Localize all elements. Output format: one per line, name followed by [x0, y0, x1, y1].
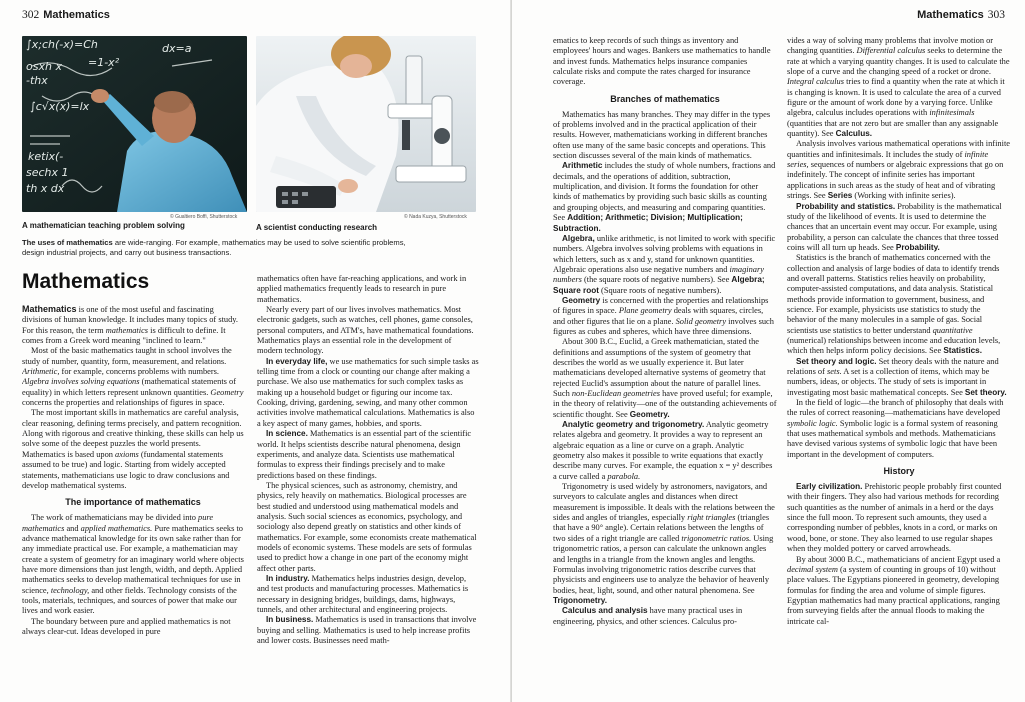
col3-paragraph	[553, 337, 777, 420]
col3-runin: Arithmetic	[562, 161, 603, 171]
col3-term: non-Euclidean geometries	[571, 389, 660, 398]
right-folio	[913, 9, 1005, 21]
col3-term: Solid geometry	[675, 316, 727, 326]
col3-runin: Geometry	[562, 295, 601, 305]
col2-text: we use mathematics for such simple tasks as telling time from a clock or counting our change after making a purchase. We also use mathematics for such complex tasks as making up a household budget or figuring our income tax. Cooking, driving, gardening, sewing, and many other common activities involve mathematical calculations. Mathematics is also a key aspect of many games, hobbies, and sports.	[257, 356, 479, 428]
col1-text: The work of mathematicians may be divided into	[31, 513, 198, 523]
col1-text: Pure mathematics seeks to advance mathematical knowledge for its own sake rather than for any immediate practical use. For example, a mathematician may create a system of geometry for an imaginary world where objects have more dimensions than just length, width, and depth. Applied mathematics seeks to develop mathematical techniques for use in science,	[22, 523, 244, 595]
col4-text: A set is a collection of items, which may be numbers, ideas, or objects. The study of sets is important in investigating most basic mathematical concepts. See	[787, 367, 990, 397]
col2-runin: In business.	[266, 615, 314, 625]
col4-term: Integral calculus	[787, 77, 844, 87]
left-folio	[22, 9, 114, 21]
col4-term: sets.	[827, 367, 842, 376]
col4-paragraph	[787, 139, 1011, 201]
col3-text: have many practical uses in engineering, physics, and other sciences. Calculus pro-	[553, 606, 743, 626]
col4-text: (numerical) relationships between income and education levels, which then helps inform policy decisions. See	[787, 335, 1001, 356]
col1-term: Arithmetic,	[22, 367, 60, 377]
col2-text: Mathematics is an essential part of the scientific world. It helps scientists describe natural phenomena, design experiments, and analyze data. Scientists use mathematical formulas to express their findings precisely and to make predictions based on these findings.	[257, 429, 472, 480]
col1-term: applied mathematics.	[80, 523, 153, 533]
col3-paragraph: Mathematics has many branches. They may differ in the types of problems involved and in the practical application of their results. However, mathematicians working in different branches often use many of the same basic concepts and operations. This section discusses several of the main kinds of mathematics.	[553, 109, 771, 161]
col1-text: for example, concerns problems with numbers.	[59, 367, 219, 377]
col4-crossref: Probability.	[895, 242, 940, 252]
col3-runin: Algebra,	[562, 233, 595, 243]
col4-text: Analysis involves various mathematical operations with infinite quantities and infinitesimals. It includes the study of	[787, 139, 1010, 159]
left-page	[0, 0, 512, 702]
column-2	[257, 274, 479, 699]
col2-paragraph	[257, 357, 479, 429]
col4-crossref: Set theory.	[964, 387, 1007, 397]
photo2-caption: A scientist conducting research	[256, 223, 378, 232]
photo-mathematician	[22, 36, 247, 212]
entry-title: Mathematics	[22, 270, 150, 293]
col4-runin: Set theory and logic.	[796, 356, 877, 366]
col3-text: involves such figures as cubes and spheres, which have three dimensions.	[553, 316, 774, 336]
column-4	[787, 36, 1011, 699]
col1-text: and	[64, 523, 81, 533]
column-1	[22, 304, 244, 699]
col1-paragraph	[22, 346, 244, 408]
col3-paragraph: ematics to keep records of such things as inventory and employees' hours and wages. Bankers use mathematics to handle and invest funds. Mathematics helps insurance companies calculate risks and compute the rates charged for insurance coverage.	[553, 36, 771, 87]
col4-text: (Working with infinite series).	[852, 191, 956, 201]
col3-crossref: Algebra; Square root	[553, 275, 765, 295]
col4-term: quantitative	[932, 325, 973, 335]
figure-overview-caption	[22, 238, 422, 257]
col4-term: infinitesimals	[929, 108, 975, 118]
col3-term: Plane geometry	[618, 306, 672, 316]
col4-text: tries to find a quantity when the rate at which it is changing is known. It is used to calculate the area of a curved figure or the amount of work done by a varying force. Unlike algebra, calculus includes operations with	[787, 77, 1005, 118]
col3-crossref: Addition; Arithmetic; Division; Multiplication; Subtraction.	[553, 213, 743, 233]
board-formula-7: sechx 1	[26, 166, 69, 179]
col4-runin: Probability and statistics.	[796, 201, 896, 211]
col3-paragraph	[553, 234, 777, 296]
col1-paragraph: The boundary between pure and applied mathematics is not always clear-cut. Ideas developed in pure	[22, 616, 231, 636]
heading-history: History	[883, 466, 915, 477]
col2-paragraph	[257, 429, 479, 481]
col2-paragraph: Nearly every part of our lives involves mathematics. Most electronic gadgets, such as watches, cell phones, game consoles, personal computers, and ATM's, have mathematical foundations. Mathematics plays an essential role in the development of modern technology.	[257, 305, 474, 356]
col1-term: Algebra involves solving equations	[22, 377, 140, 387]
col1-text: Most of the basic mathematics taught in school involves the study of number, quantity, form, measurement, and relations.	[22, 346, 232, 366]
col4-text: Probability is the mathematical study of the likelihood of events. It is used to determine the chances that an uncertain event may occur. For example, using probability, a person can calculate the chances that three tossed coins will all turn up heads. See	[787, 201, 1002, 252]
col3-paragraph	[553, 606, 777, 627]
right-page-number: 303	[987, 9, 1005, 21]
photo2-credit: © Nada Kuzya, Shutterstock	[404, 214, 467, 220]
left-running-head: Mathematics	[43, 9, 110, 21]
left-page-number: 302	[22, 9, 40, 21]
col3-term: imaginary numbers	[553, 264, 764, 285]
col3-text: (the square roots of negative numbers). See	[581, 275, 732, 285]
col4-paragraph	[787, 482, 1011, 554]
col2-runin: In everyday life,	[266, 356, 328, 366]
col4-text: (a system of counting in groups of 10) without place values. The Egyptians pioneered in geometry, developing formulas for finding the area and volume of simple figures. Egyptian mathematics had many practical applications, ranging from surveying fields after the annual floods to making the intricate cal-	[787, 564, 1000, 626]
col4-text: By about 3000 B.C., mathematicians of ancient Egypt used a	[796, 554, 1001, 564]
overview-text: are wide-ranging. For example, mathematics may be used to solve scientific problems, design industrial projects, and carry out business transactions.	[22, 238, 406, 257]
col1-text: and other fields. Technology consists of the tools, materials, techniques, and sources of power that make our lives and work easier.	[22, 585, 237, 616]
board-formula-2: osxh x	[26, 60, 62, 73]
col4-text: Statistics is the branch of mathematics concerned with the collection and analysis of large bodies of data to identify trends and overall patterns. Statistics relies heavily on probability, computer-assisted computations, and data analysis. Statistical methods provide information to government, business, and science. For example, physicists use statistics to study the behavior of the many molecules in a sample of gas. Social scientists use statistics to better understand	[787, 253, 1000, 335]
col4-term: infinite series,	[787, 149, 989, 170]
col4-text: seeks to determine the rate at which a varying quantity changes. It is used to calculate the slope of a curve and the changing speed of a rocket or drone.	[787, 46, 1010, 77]
col3-text: Trigonometry is used widely by astronomers, navigators, and surveyors to calculate angles and distances when direct measurement is impossible. It deals with the relations between the sides and angles of triangles, especially	[553, 482, 775, 523]
heading-importance: The importance of mathematics	[65, 497, 201, 508]
col1-text: (mathematical statements of equality) in which letters represent unknown quantities.	[22, 377, 236, 397]
col1-lead-term: Mathematics	[22, 304, 77, 314]
col1-paragraph	[22, 304, 244, 346]
col3-crossref: Geometry.	[629, 409, 670, 419]
col1-text: (fundamental statements assumed to be true) and logic. Starting from widely accepted statements, mathematicians use logic to draw conclusions and develop mathematical systems.	[22, 449, 230, 490]
microscope-illustration	[256, 36, 476, 212]
col4-term: symbolic logic.	[787, 418, 838, 428]
col3-text: is concerned with the properties and relationships of figures in space.	[553, 295, 769, 316]
col2-paragraph	[257, 615, 479, 646]
col1-term: axioms	[115, 449, 139, 459]
col3-text: About 300 B.C., Euclid, a Greek mathematician, stated the definitions and assumptions of the system of geometry that describes the world as we usually experience it. But later mathematicians developed alternative systems of geometry that rejected Euclid's assumption about the nature of parallel lines. Such	[553, 337, 766, 398]
col4-term: Differential calculus	[856, 46, 926, 56]
col3-term: right triangles	[687, 513, 736, 523]
col1-term: Geometry	[210, 387, 244, 397]
col2-text: Mathematics helps industries design, develop, and test products and manufacturing processes. Mathematics is necessary in designing bridges, buildings, dams, highways, tunnels, and other architectural and engineering projects.	[257, 573, 469, 614]
col4-text: In the field of logic—the branch of philosophy that deals with the rules of correct reasoning—mathematicians have developed	[787, 398, 1004, 418]
col4-crossref: Calculus.	[835, 129, 873, 139]
heading-branches: Branches of mathematics	[610, 93, 720, 104]
col3-text: deals with squares, circles, and other figures that lie on a plane.	[553, 306, 764, 326]
col1-paragraph	[22, 408, 244, 491]
col3-paragraph	[553, 161, 777, 233]
col4-paragraph	[787, 555, 1011, 627]
col4-runin: Early civilization.	[796, 482, 863, 492]
col2-paragraph	[257, 574, 479, 615]
col4-paragraph	[787, 357, 1011, 398]
right-running-head: Mathematics	[917, 9, 984, 21]
col3-term: trigonometric ratios.	[681, 533, 752, 543]
col4-text: (quantities that are not zero but are smaller than any assignable quantity). See	[787, 118, 999, 139]
col3-text: Using trigonometric ratios, a person can calculate the unknown angles and lengths in a triangle from the known angles and lengths. Formulas involving trigonometric ratios describe curves that physicists and engineers use to analyze the behavior of heavenly bodies, heat, light, sound, and other natural phenomena. See	[553, 533, 774, 595]
col4-text: Set theory deals with the nature and relations of	[787, 356, 999, 376]
col1-term: pure mathematics	[22, 513, 214, 533]
col4-crossref: Statistics.	[943, 346, 982, 356]
col1-text: is one of the most useful and fascinating divisions of human knowledge. It includes many topics of study. For this reason, the term	[22, 305, 239, 335]
col4-text: vides a way of solving many problems that involve motion or changing quantities.	[787, 36, 994, 56]
col3-crossref: Trigonometry.	[553, 595, 607, 605]
overview-lead: The uses of mathematics	[22, 238, 113, 247]
col3-paragraph	[553, 296, 777, 337]
col4-text: sequences of numbers or algebraic expressions that go on indefinitely. The concept of infinite series has important applications in such areas as the study of heat and of vibrating strings. See	[787, 160, 1004, 201]
col4-paragraph	[787, 253, 1011, 356]
col3-text: (Square roots of negative numbers).	[598, 285, 722, 295]
photo-scientist	[256, 36, 476, 212]
col3-paragraph	[553, 482, 777, 606]
col2-runin: In science.	[266, 429, 308, 439]
photo1-caption: A mathematician teaching problem solving	[22, 221, 185, 230]
column-3	[553, 36, 777, 699]
col3-text: (triangles that have a 90° angle). Certain relations between the lengths of two sides of a right triangle are called	[553, 513, 770, 543]
col3-runin: Analytic geometry and trigonometry.	[562, 420, 705, 430]
col3-text: includes the study of whole numbers, fractions and decimals, and the operations of addition, subtraction, multiplication, and division. It forms the foundation for other kinds of mathematics by providing such basic skills as counting and grouping objects, and measuring and comparing quantities. See	[553, 161, 776, 223]
col2-runin: In industry.	[266, 573, 310, 583]
board-formula-8: th x dx	[26, 182, 65, 195]
board-formula-3: -thx	[26, 74, 48, 87]
col3-text: have proved useful; for example, in the theory of relativity—one of the outstanding achievements of scientific thought. See	[553, 389, 777, 419]
col3-text: Analytic geometry relates algebra and geometry. It provides a way to represent an algebraic equation as a line or curve on a graph. Analytic geometry also makes it possible to write equations that exactly describe many curves. For example, the equation x = y² describes a curve called a	[553, 420, 773, 481]
col1-text: The most important skills in mathematics are careful analysis, clear reasoning, defining terms precisely, and pattern recognition. Along with rigorous and creative thinking, these skills can help us solve some of the deepest puzzles the world presents. Mathematics is based upon	[22, 408, 244, 459]
col2-text: Mathematics is used in transactions that involve buying and selling. Mathematics is used to help increase profits and lower costs. Businesses need math-	[257, 615, 477, 646]
col1-text: concerns the properties and relationships of figures in space.	[22, 398, 225, 408]
col3-runin: Calculus and analysis	[562, 606, 648, 616]
col4-paragraph	[787, 36, 1011, 139]
board-formula-1: ∫x;ch(-x)=Ch	[26, 38, 98, 51]
col4-text: Symbolic logic is a formal system of reasoning that uses mathematical symbols and methods. Mathematicians have devised various systems of symbolic logic that have been important in the development of computers.	[787, 418, 998, 459]
col1-text: is difficult to define. It comes from a Greek word meaning "inclined to learn."	[22, 325, 226, 346]
board-formula-9: ketix(-	[28, 150, 64, 163]
col3-paragraph	[553, 420, 777, 482]
chalkboard-illustration	[22, 36, 247, 212]
board-formula-4: =1-x²	[88, 56, 120, 69]
col4-term: decimal system	[787, 564, 838, 574]
board-formula-5: dx=a	[162, 42, 192, 55]
col2-paragraph: mathematics often have far-reaching applications, and work in applied mathematics frequently leads to research in pure mathematics.	[257, 274, 467, 304]
col1-term: technology,	[50, 585, 90, 595]
board-formula-6: ∫c√x(x)=lx	[30, 100, 90, 113]
col3-text: unlike arithmetic, is not limited to work with specific numbers. Algebra involves solving problems with equations in which letters, such as x and y, stand for unknown quantities. Algebraic operations also use negative numbers and	[553, 233, 776, 274]
col4-paragraph	[787, 202, 1011, 254]
col1-term: mathematics	[105, 325, 149, 335]
col4-paragraph	[787, 398, 1011, 460]
col2-paragraph: The physical sciences, such as astronomy, chemistry, and physics, rely heavily on mathematics. Biological processes are best studied and understood using mathematical models and analysis. Such social sciences as economics, psychology, and sociology also depend greatly on statistics and other kinds of mathematics. For example, some economists create mathematical models of economic systems. These models are sets of formulas used to predict how a change in one part of the economy might affect other parts.	[257, 480, 477, 573]
col1-paragraph	[22, 513, 244, 616]
col3-term: parabola.	[607, 471, 641, 481]
right-page	[512, 0, 1025, 702]
col4-text: Prehistoric people probably first counted with their fingers. They also had various methods for recording such quantities as the number of animals in a herd or the days since the full moon. To represent such amounts, they used a corresponding number of pebbles, knots in a cord, or marks on wood, bone, or stone. They also learned to use regular shapes when they molded pottery or carved arrowheads.	[787, 482, 1002, 554]
photo1-credit: © Gualtiero Boffi, Shutterstock	[170, 214, 238, 220]
col4-crossref: Series	[827, 191, 853, 201]
